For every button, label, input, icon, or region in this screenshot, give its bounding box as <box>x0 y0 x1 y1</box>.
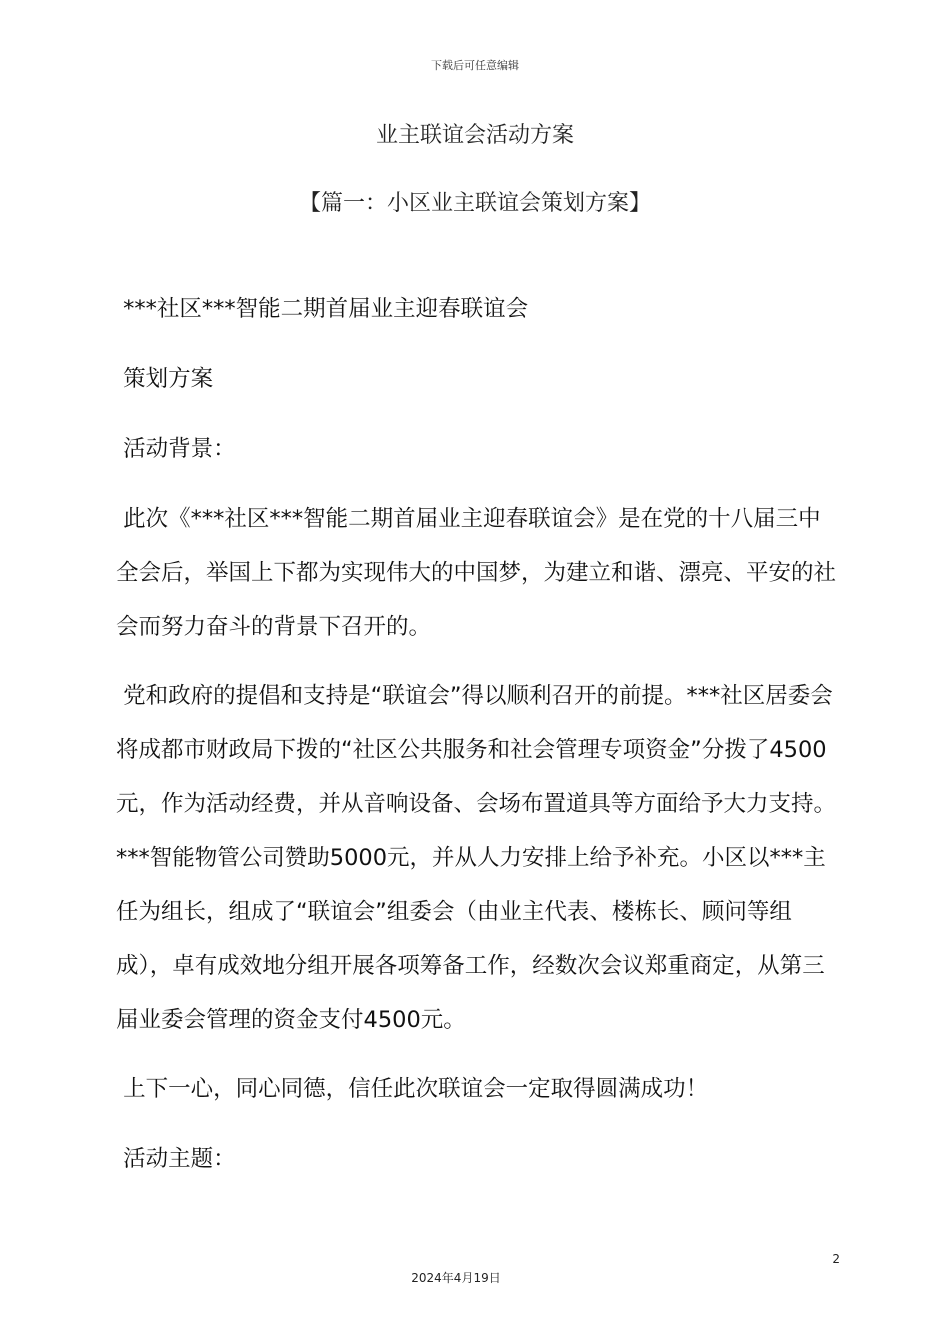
page-number: 2 <box>832 1252 840 1266</box>
paragraph-background-body: 此次《***社区***智能二期首届业主迎春联谊会》是在党的十八届三中全会后，举国上下都为实现伟大的中国梦，为建立和谐、漂亮、平安的社会而努力奋斗的背景下召开的。 <box>116 506 837 640</box>
paragraph-background-heading: 活动背景： <box>116 436 236 462</box>
paragraph-theme-heading: 活动主题： <box>116 1146 236 1172</box>
paragraph-support-body: 党和政府的提倡和支持是“联谊会”得以顺利召开的前提。***社区居委会将成都市财政局下拨的“社区公共服务和社会管理专项资金”分拨了4500元，作为活动经费，并从音响设备、会场布置道具等方面给予大力支持。***智能物管公司赞助5000元，并从人力安排上给予补充。小区以***主任为组长，组成了“联谊会”组委会（由业主代表、楼栋长、顾问等组成），卓有成效地分组开展各项筹备工作，经数次会议郑重商定，从第三届业委会管理的资金支付4500元。 <box>116 683 837 1033</box>
header-note: 下载后可任意编辑 <box>431 59 519 72</box>
footer-date: 2024年4月19日 <box>411 1271 501 1285</box>
document-subtitle: 【篇一：小区业主联谊会策划方案】 <box>298 191 651 216</box>
paragraph-plan-label: 策划方案 <box>116 366 214 392</box>
paragraph-event-name: ***社区***智能二期首届业主迎春联谊会 <box>116 296 529 322</box>
document-title: 业主联谊会活动方案 <box>375 123 574 148</box>
paragraph-confidence: 上下一心，同心同德，信任此次联谊会一定取得圆满成功！ <box>116 1076 709 1102</box>
